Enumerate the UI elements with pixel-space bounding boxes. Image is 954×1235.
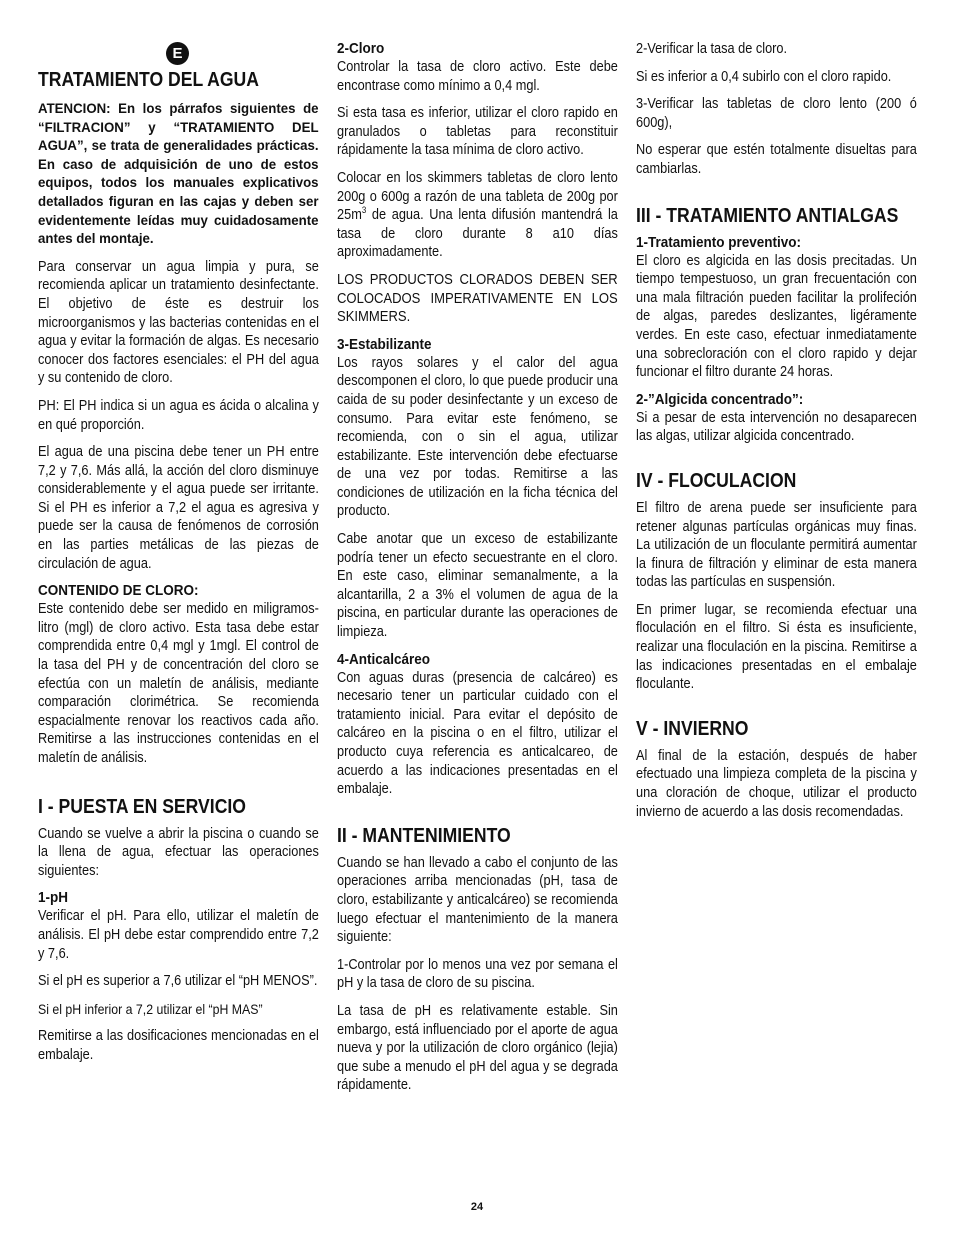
- paragraph: 3-Verificar las tabletas de cloro lento (200 ó 600g),: [636, 96, 917, 131]
- subheading-chlorine-content: CONTENIDO DE CLORO:: [38, 582, 199, 600]
- paragraph: Controlar la tasa de cloro activo. Este debe encontrase como mínimo a 0,4 mgl.: [337, 59, 618, 94]
- section-heading-startup: I - PUESTA EN SERVICIO: [38, 795, 246, 818]
- paragraph: 2-Verificar la tasa de cloro.: [636, 41, 788, 57]
- paragraph: Si es inferior a 0,4 subirlo con el cloro rapido.: [636, 68, 892, 85]
- paragraph: En primer lugar, se recomienda efectuar una floculación en el filtro. Si ésta es insuficiente, realizar una floculación en la piscina. Remitirse a las indicaciones presentadas en el embalaje floculante.: [636, 601, 917, 693]
- paragraph: Verificar el pH. Para ello, utilizar el maletín de análisis. El pH debe estar comprendido entre 7,2 y 7,6.: [38, 908, 319, 962]
- page-number: 24: [470, 1201, 484, 1213]
- paragraph: El cloro es algicida en las dosis precitadas. Un tiempo tempestuoso, un gran frecuentación con una mala filtración pueden facilitar la prolifeción de algas, paredes deslizantes, ligéramente verdes. En este caso, efectuar inmediatamente una sobrecloración con el cloro rapido y dejar funcionar el filtro durante 24 horas.: [636, 252, 917, 381]
- paragraph: Al final de la estación, después de haber efectuado una limpieza completa de la piscina y una cloración de choque, utilizar el producto invierno de acuerdo a las dosis recomendadas.: [636, 747, 917, 820]
- subheading-chlorine: 2-Cloro: [337, 40, 385, 57]
- subheading-algicide: 2-”Algicida concentrado”:: [636, 390, 804, 408]
- section-heading-flocculation: IV - FLOCULACION: [636, 469, 797, 492]
- paragraph: Colocar en los skimmers tabletas de cloro lento 200g o 600g a razón de una tableta de 200g por $25m^3$ de agua. Una lenta difusión mantendrá la tasa de cloro durante 8 a10 días aproximadamente.: [337, 169, 618, 261]
- paragraph: PH: El PH indica si un agua es ácida o alcalina y en qué proporción.: [38, 397, 319, 433]
- paragraph: El agua de una piscina debe tener un PH entre 7,2 y 7,6. Más allá, la acción del cloro disminuye considerablemente y el agua puede ser irritante. Si el PH es inferior a 7,2 el agua es agresiva y puede ser la causa de fenómenos de corrosión en las parties metálicas de las piezas de circulación de agua.: [38, 444, 319, 572]
- paragraph: No esperar que estén totalmente disueltas para cambiarlas.: [636, 142, 917, 177]
- paragraph: Si esta tasa es inferior, utilizar el cloro rapido en granulados o tabletas para reconstituir rápidamente la tasa mínima de cloro activo.: [337, 105, 618, 159]
- section-heading-antialgae: III - TRATAMIENTO ANTIALGAS: [636, 204, 899, 227]
- subheading-anticalc: 4-Anticalcáreo: [337, 650, 431, 668]
- column-1: [38, 40, 319, 1074]
- column-2: [337, 40, 618, 1104]
- paragraph: Remitirse a las dosificaciones mencionadas en el embalaje.: [38, 1028, 319, 1063]
- paragraph: Cabe anotar que un exceso de estabilizante podría tener un efecto secuestrante en el cloro. En este caso, eliminar semanalmente, a la alcantarilla, 2 a 3% el volumen de agua de la piscina, en particular durante las operaciones de limpieza.: [337, 531, 618, 641]
- paragraph-caps: LOS PRODUCTOS CLORADOS DEBEN SER COLOCADOS IMPERATIVAMENTE EN LOS SKIMMERS.: [337, 271, 618, 326]
- paragraph: Si a pesar de esta intervención no desaparecen las algas, utilizar algicida concentrado.: [636, 409, 917, 445]
- language-badge: E: [166, 42, 189, 65]
- section-heading-winter: V - INVIERNO: [636, 717, 749, 740]
- section-title-water-treatment: TRATAMIENTO DEL AGUA: [38, 69, 259, 91]
- paragraph: 1-Controlar por lo menos una vez por semana el pH y la tasa de cloro de su piscina.: [337, 956, 618, 992]
- paragraph: Este contenido debe ser medido en miligramos-litro (mgl) de cloro activo. Esta tasa debe estar comprendida entre 0,4 mgl y 1mgl. El control de la tasa del PH y de concentración del cloro se efectúa con un maletín de análisis, mediante comparación clorimétrica. Se recomienda espacialmente renovar los reactivos cada año. Remitirse a las instrucciones contenidas en el maletín de análisis.: [38, 601, 319, 766]
- paragraph: Cuando se vuelve a abrir la piscina o cuando se la llena de agua, efectuar las operaciones siguientes:: [38, 825, 319, 879]
- subheading-preventive: 1-Tratamiento preventivo:: [636, 233, 802, 251]
- paragraph: Para conservar un agua limpia y pura, se recomienda aplicar un tratamiento desinfectante. El objetivo de éste es destruir los microorganismos y las bacterias contenidas en el agua y evitar la formación de algas. Es necesario conocer dos factores esenciales: el PH del agua y su contenido de cloro.: [38, 258, 319, 387]
- paragraph: La tasa de pH es relativamente estable. Sin embargo, está influenciado por el aporte de agua nueva y por la utilización de cloro orgánico (lejia) que sube a menudo el pH del agua y se degrada rápidamente.: [337, 1002, 618, 1094]
- paragraph: Cuando se han llevado a cabo el conjunto de las operaciones arriba mencionadas (pH, tasa de cloro, estabilizante y anticalcáreo) se recomienda luego efectuar el mantenimiento de la manera siguiente:: [337, 854, 618, 946]
- paragraph: Los rayos solares y el calor del agua descomponen el cloro, lo que puede producir una caida de su poder desinfectante y un exceso de consumo. Para evitar este fenómeno, se recomienda, con o sin el agua, utilizar estabilizante. Este intervención debe efectuarse de una vez por todas. Remitirse a las condiciones de utilización en la ficha técnica del producto.: [337, 354, 618, 520]
- paragraph: El filtro de arena puede ser insuficiente para retener algunas partículas orgánicas muy finas. La utilización de un floculante permitirá aumentar la finura de filtración y eliminar de esta manera todas las partículas en suspensión.: [636, 499, 917, 591]
- column-3: [636, 40, 917, 830]
- paragraph: Si el pH inferior a 7,2 utilizar el “pH MAS”: [38, 1000, 263, 1017]
- subheading-stabilizer: 3-Estabilizante: [337, 335, 432, 353]
- section-heading-maintenance: II - MANTENIMIENTO: [337, 824, 511, 847]
- subheading-ph: 1-pH: [38, 889, 69, 907]
- paragraph: Si el pH es superior a 7,6 utilizar el “pH MENOS”.: [38, 973, 318, 990]
- paragraph: Con aguas duras (presencia de calcáreo) es necesario tener un particular cuidado con el tratamiento inicial. Para evitar el depósito de calcáreo en la piscina o en el filtro, utilizar el producto cuya referencia es anticalcareo, de acuerdo a las indicaciones presentadas en el embalaje.: [337, 669, 618, 798]
- notice-paragraph: ATENCION: En los párrafos siguientes de “FILTRACION” y “TRATAMIENTO DEL AGUA”, se trata de generalidades prácticas. En caso de adquisición de uno de estos equipos, todos los manuales explicativos detallados figuran en las cajas y deben ser evidentemente leídas muy cuidadosamente antes del montaje.: [38, 101, 319, 247]
